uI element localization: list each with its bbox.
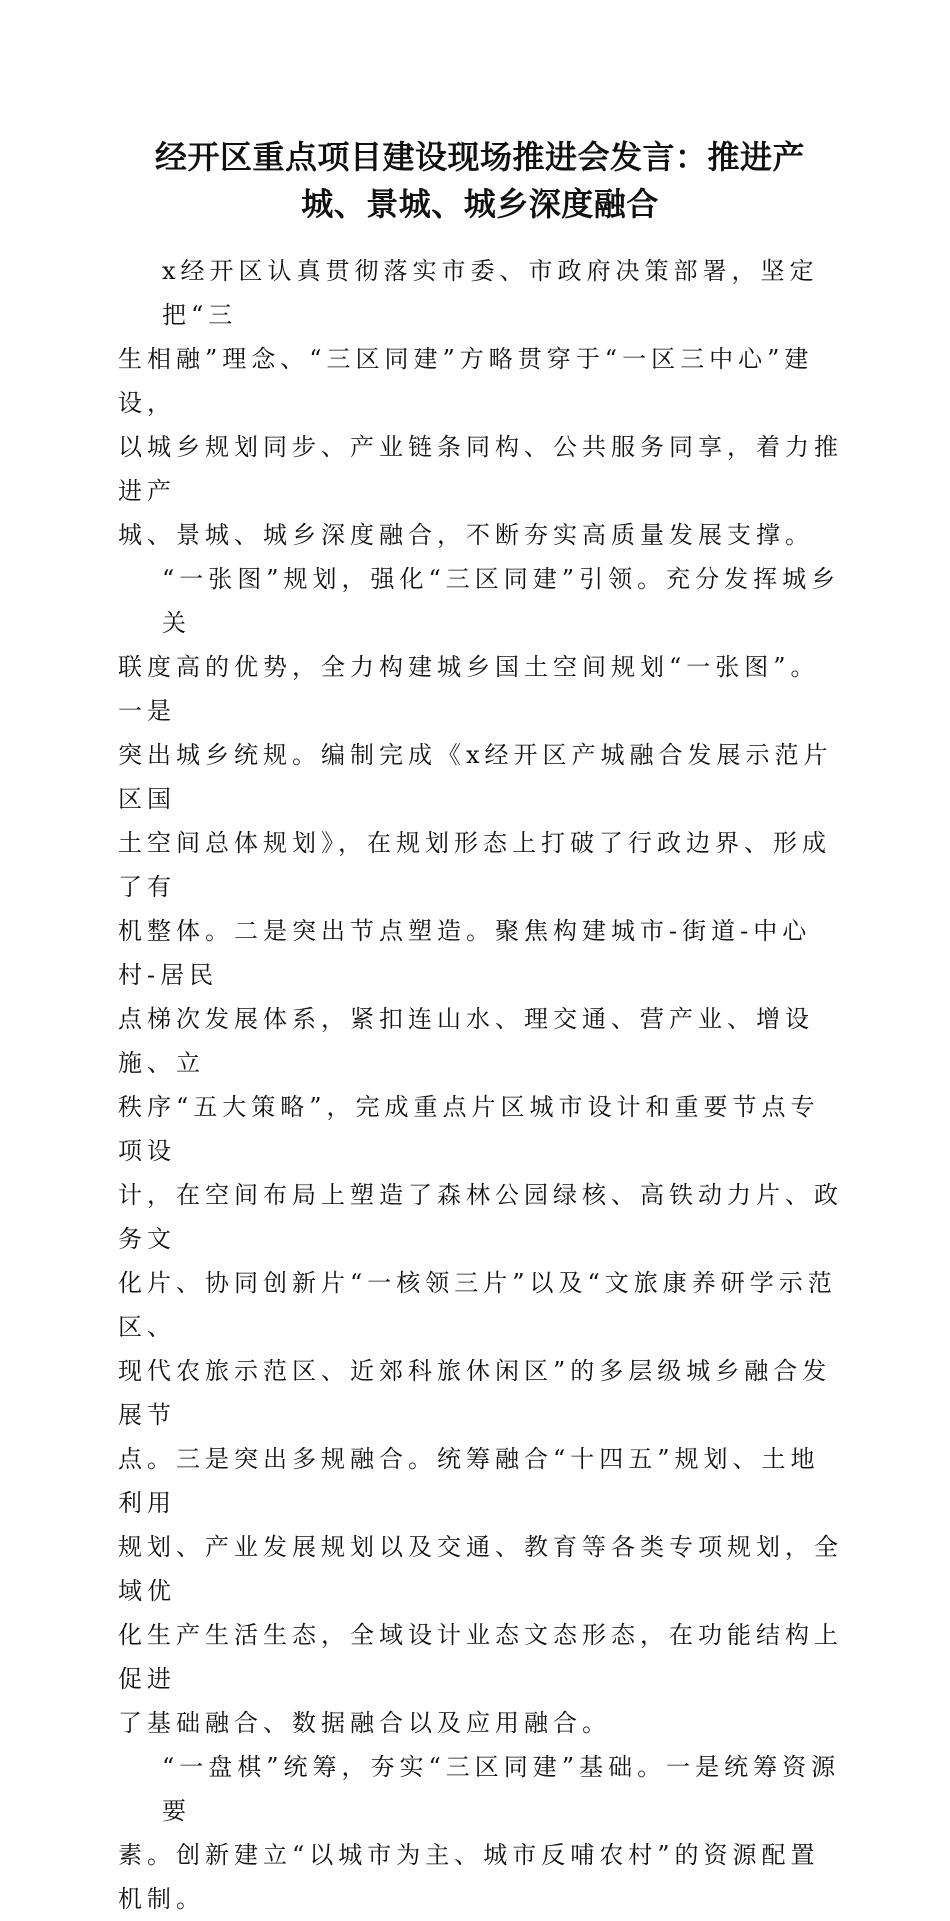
- paragraph-line: 秩序“五大策略”，完成重点片区城市设计和重要节点专项设: [118, 1093, 820, 1165]
- paragraph-line: 联度高的优势，全力构建城乡国土空间规划“一张图”。一是: [118, 653, 820, 725]
- paragraph-line: 突出城乡统规。编制完成《x经开区产城融合发展示范片区国: [118, 741, 833, 813]
- paragraph-line: 点梯次发展体系，紧扣连山水、理交通、营产业、增设施、立: [118, 1005, 814, 1077]
- paragraph-line: 城、景城、城乡深度融合，不断夯实高质量发展支撑。: [118, 521, 814, 549]
- paragraph-line: “一张图”规划，强化“三区同建”引领。充分发挥城乡关: [162, 565, 841, 637]
- paragraph-line: 素。创新建立“以城市为主、城市反哺农村”的资源配置机制。: [118, 1841, 820, 1913]
- paragraph-line: 化片、协同创新片“一核领三片”以及“文旅康养研学示范区、: [118, 1269, 837, 1341]
- paragraph-line: 点。三是突出多规融合。统筹融合“十四五”规划、土地利用: [118, 1445, 820, 1517]
- paragraph-line: 现代农旅示范区、近郊科旅休闲区”的多层级城乡融合发展节: [118, 1357, 832, 1429]
- paragraph-line: 生相融”理念、“三区同建”方略贯穿于“一区三中心”建设，: [118, 345, 814, 417]
- title-line: 城、景城、城乡深度融合: [301, 185, 659, 223]
- paragraph-line: 以城乡规划同步、产业链条同构、公共服务同享，着力推进产: [118, 433, 843, 505]
- paragraph-line: 化生产生活生态，全域设计业态文态形态，在功能结构上促进: [118, 1621, 843, 1693]
- paragraph-line: “一盘棋”统筹，夯实“三区同建”基础。一是统筹资源要: [162, 1753, 841, 1825]
- document-body: [118, 249, 848, 1921]
- paragraph: [118, 249, 848, 557]
- paragraph-line: 土空间总体规划》，在规划形态上打破了行政边界、形成了有: [118, 829, 831, 901]
- paragraph-line: x经开区认真贯彻落实市委、市政府决策部署，坚定把“三: [162, 257, 819, 329]
- paragraph: [118, 1745, 848, 1921]
- paragraph: [118, 557, 848, 1745]
- paragraph-line: 机整体。二是突出节点塑造。聚焦构建城市-街道-中心村-居民: [118, 917, 812, 989]
- paragraph-line: 了基础融合、数据融合以及应用融合。: [118, 1709, 611, 1737]
- paragraph-line: 规划、产业发展规划以及交通、教育等各类专项规划，全域优: [118, 1533, 843, 1605]
- title-line: 经开区重点项目建设现场推进会发言：推进产: [154, 138, 805, 176]
- paragraph-line: 计，在空间布局上塑造了森林公园绿核、高铁动力片、政务文: [118, 1181, 843, 1253]
- document-title: [110, 134, 850, 228]
